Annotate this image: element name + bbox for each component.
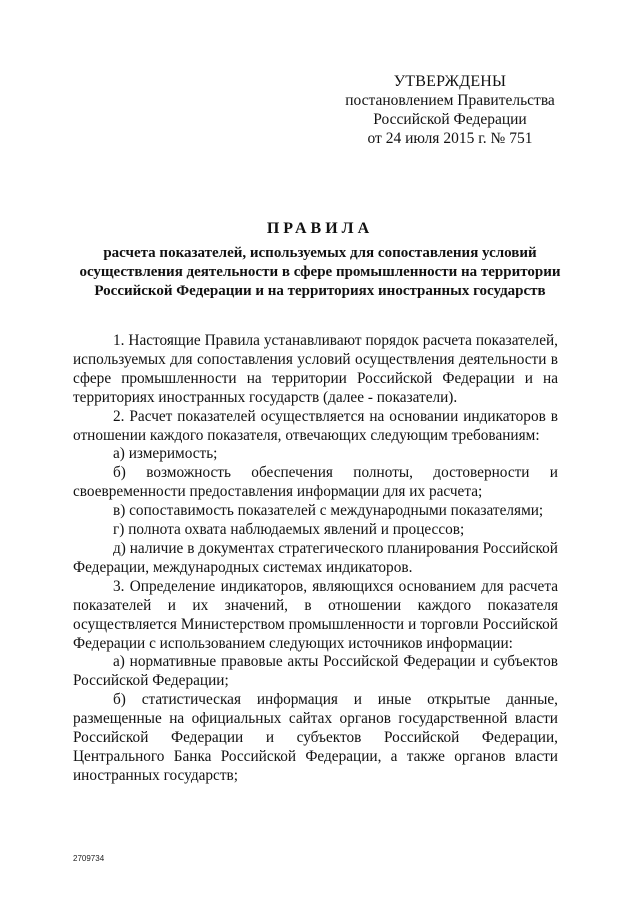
paragraph: а) измеримость;: [113, 445, 218, 463]
paragraph: 3. Определение индикаторов, являющихся основанием для расчета показателей и их значений, в отношении каждого показателя осуществляется Министерством промышленности и торговли Российской Федерации с использованием следующих источников информации:: [73, 577, 558, 652]
document-body: [73, 332, 558, 786]
approval-heading: УТВЕРЖДЕНЫ: [393, 73, 507, 90]
approval-stamp: [340, 72, 560, 148]
paragraph: 1. Настоящие Правила устанавливают порядок расчета показателей, используемых для сопоставления условий осуществления деятельности в сфере промышленности на территории Российской Федерации и на территориях иностранных государств (далее - показатели).: [73, 332, 558, 406]
document-subtitle: расчета показателей, используемых для сопоставления условий осуществления деятельности в сфере промышленности на территории Российской Федерации и на территориях иностранных государств: [79, 245, 561, 299]
paragraph: 2. Расчет показателей осуществляется на основании индикаторов в отношении каждого показателя, отвечающих следующим требованиям:: [73, 407, 558, 444]
paragraph: д) наличие в документах стратегического планирования Российской Федерации, международных системах индикаторов.: [73, 539, 558, 576]
paragraph: б) статистическая информация и иные открытые данные, размещенные на официальных сайтах органов государственной власти Российской Федерации и субъектов Российской Федерации, Центрального Банка Российской Федерации, а также органов власти иностранных государств;: [73, 691, 558, 784]
paragraph: а) нормативные правовые акты Российской Федерации и субъектов Российской Федерации;: [73, 653, 558, 690]
paragraph: б) возможность обеспечения полноты, достоверности и своевременности предоставления информации для их расчета;: [73, 464, 558, 501]
paragraph: в) сопоставимость показателей с международными показателями;: [113, 502, 544, 520]
document-code: 2709734: [73, 854, 105, 863]
document-title: ПРАВИЛА: [266, 220, 374, 237]
paragraph: г) полнота охвата наблюдаемых явлений и процессов;: [113, 521, 465, 539]
approval-line: Российской Федерации: [373, 111, 527, 128]
approval-line: постановлением Правительства: [345, 92, 555, 109]
approval-date: от 24 июля 2015 г. № 751: [367, 130, 533, 147]
